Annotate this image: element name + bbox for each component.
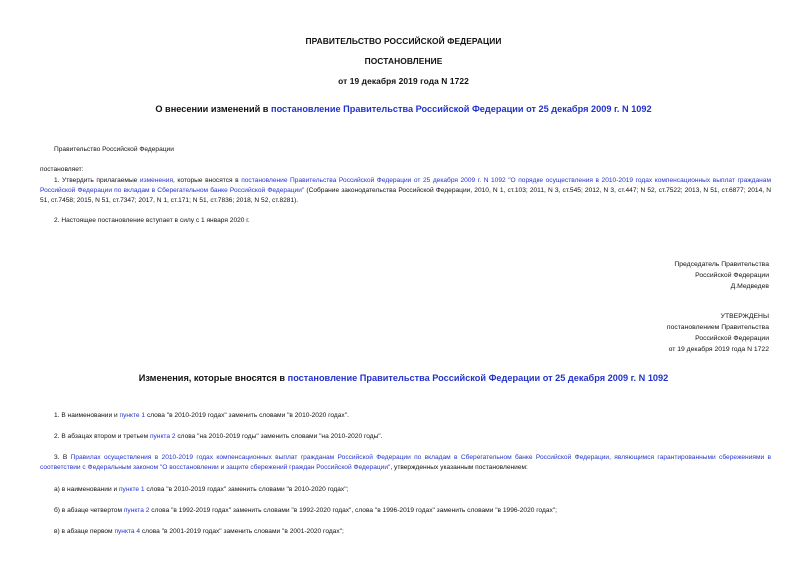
changes-title-prefix: Изменения, которые вносятся в: [138, 373, 288, 383]
document-date: от 19 декабря 2019 года N 1722: [338, 76, 469, 86]
p1-text-1: 1. Утвердить прилагаемые: [54, 177, 140, 184]
cb-link[interactable]: пункта 2: [123, 507, 150, 514]
change-2: [54, 432, 382, 442]
change-b: [54, 506, 557, 516]
ca-text-1: а) в наименовании и: [54, 486, 119, 493]
approval-block: [667, 311, 769, 355]
signature-block: [674, 259, 769, 292]
cc-link[interactable]: пункта 4: [114, 528, 141, 535]
decrees-text: постановляет:: [40, 166, 84, 173]
c3-link-rules[interactable]: Правилах осуществления в 2010-2019 годах компенсационных выплат гражданам Российской Федерации по вкладам в Сберегательном банке Российской Федерации, являющимся гарантированными сбережениями в соответствии с Федеральным законом "О восстановлении и защите сбережений граждан Российской Федерации": [40, 454, 772, 471]
p1-link-decree[interactable]: постановление Правительства Российской Федерации от 25 декабря 2009 г. N 1092 "О порядке осуществления в 2010-2019 годах компенсационных выплат гражданам Российской Федерации по вкладам в Сберегательном банке Российской Федерации": [40, 177, 771, 194]
title-link[interactable]: постановление Правительства Российской Федерации от 25 декабря 2009 г. N 1092: [271, 104, 652, 114]
c2-text-2: слова "на 2010-2019 годы" заменить словами "на 2010-2020 годы".: [175, 433, 383, 440]
paragraph-2: 2. Настоящее постановление вступает в силу с 1 января 2020 г.: [54, 217, 250, 224]
changes-title-link[interactable]: постановление Правительства Российской Федерации от 25 декабря 2009 г. N 1092: [287, 373, 669, 383]
c2-text-1: 2. В абзацах втором и третьем: [54, 433, 150, 440]
c1-text-2: слова "в 2010-2019 годах" заменить словами "в 2010-2020 годах".: [145, 412, 349, 419]
c3-text-1: 3. В: [54, 454, 71, 461]
c1-text-1: 1. В наименовании и: [54, 412, 120, 419]
approval-line-3: Российской Федерации: [695, 335, 769, 342]
cb-text-1: б) в абзаце четвертом: [54, 507, 124, 514]
document-title: [0, 104, 807, 114]
change-a: [54, 485, 348, 495]
signature-line-2: Российской Федерации: [695, 272, 769, 279]
title-prefix: О внесении изменений в: [155, 104, 272, 114]
c1-link[interactable]: пункте 1: [119, 412, 146, 419]
p1-text-3: (Собрание законодательства Российской Федерации, 2010, N 1, ст.103; 2011, N 3, ст.545; 2012, N 3, ст.447; N 52, ст.7522; 2013, N 51, ст.6877; 2014, N 51, ст.7458; 2015, N 51, ст.7347; 2017, N 1, ст.171; N 51, ст.7836; 2018, N 52, ст.8281).: [40, 187, 771, 204]
cc-text-2: слова "в 2001-2019 годах" заменить словами "в 2001-2020 годах";: [140, 528, 344, 535]
change-1: [54, 411, 349, 421]
approval-line-2: постановлением Правительства: [666, 324, 769, 331]
approval-line-4: от 19 декабря 2019 года N 1722: [668, 346, 769, 353]
paragraph-1: [40, 176, 771, 206]
c3-text-2: , утвержденных указанным постановлением:: [390, 464, 528, 471]
signature-line-3: Д.Медведев: [730, 283, 769, 290]
p1-text-2: , которые вносятся в: [173, 177, 242, 184]
p1-link-changes[interactable]: изменения: [139, 177, 174, 184]
government-heading: ПРАВИТЕЛЬСТВО РОССИЙСКОЙ ФЕДЕРАЦИИ: [305, 36, 502, 46]
c2-link[interactable]: пункта 2: [149, 433, 176, 440]
ca-text-2: слова "в 2010-2019 годах" заменить словами "в 2010-2020 годах";: [144, 486, 349, 493]
approval-line-1: УТВЕРЖДЕНЫ: [720, 313, 769, 320]
signature-line-1: Председатель Правительства: [674, 261, 769, 268]
intro-text: Правительство Российской Федерации: [54, 146, 174, 153]
ca-link[interactable]: пункте 1: [118, 486, 145, 493]
cb-text-2: слова "в 1992-2019 годах" заменить словами "в 1992-2020 годах", слова "в 1996-2019 годах" заменить словами "в 1996-2020 годах";: [149, 507, 558, 514]
changes-title: [0, 373, 807, 383]
change-3: [40, 453, 771, 473]
cc-text-1: в) в абзаце первом: [54, 528, 115, 535]
change-c: [54, 527, 344, 537]
document-type: ПОСТАНОВЛЕНИЕ: [364, 56, 443, 66]
